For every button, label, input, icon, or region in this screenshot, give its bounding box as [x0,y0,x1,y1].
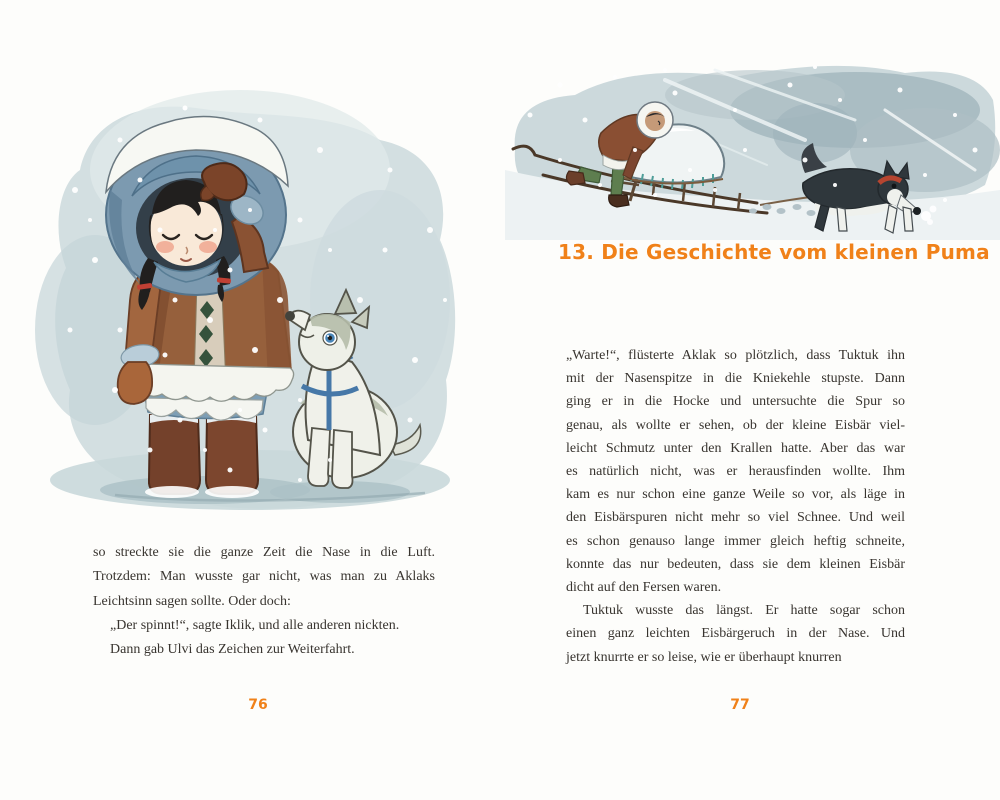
text-line: ging er in die Hocke und untersuchte die Spur so [566,394,905,410]
text-line: „Warte!“, flüsterte Aklak so plötzlich, dass Tuktuk ihn [566,348,905,363]
right-page-number: 77 [730,697,750,713]
right-page-text [566,344,905,669]
text-line: Trotzdem: Man wusste gar nicht, was man zu Aklaks [93,569,435,585]
illustration-sled-and-husky [505,55,1000,240]
text-line: es natürlich nicht, was er herausfinden wollte. Ihm [566,464,905,480]
text-line: „Der spinnt!“, sagte Iklik, und alle anderen nickten. [110,617,400,633]
illustration-girl-and-puppy [0,0,470,540]
text-line: dicht auf den Fersen waren. [566,580,722,596]
text-line: so streckte sie die ganze Zeit die Nase in die Luft. [93,545,435,560]
left-page-number: 76 [248,697,268,713]
text-line: genau, als wollte er sehen, ob der kleine Eisbär viel- [566,417,905,433]
text-line: Tuktuk wusste das längst. Er hatte sogar schon [583,603,905,619]
text-line: den Eisbärspuren nicht mehr so viel Schnee. Und weil [566,510,905,526]
text-line: leicht Schmutz unter den Krallen hatte. Aber das war [566,440,905,456]
text-line: einen ganz leichten Eisbärgeruch in der Nase. Und [566,626,905,642]
page-right [500,0,1000,800]
chapter-heading: 13. Die Geschichte vom kleinen Puma [558,240,990,264]
text-line: konnte das nur bedeuten, dass sie dem kleinen Eisbär [566,556,905,572]
left-page-text [93,541,435,662]
text-line: jetzt knurrte er so leise, wie er überhaupt knurren [566,649,842,665]
text-line: mit der Nasenspitze in die Kniekehle stupste. Dann [566,371,905,387]
text-line: Leichtsinn sagen sollte. Oder doch: [93,593,291,609]
text-line: es schon genauso lange immer gleich heftig schneite, [566,533,905,549]
text-line: Dann gab Ulvi das Zeichen zur Weiterfahrt. [110,642,355,658]
text-line: kam es nur schon eine ganze Weile so vor, als läge in [566,487,905,503]
